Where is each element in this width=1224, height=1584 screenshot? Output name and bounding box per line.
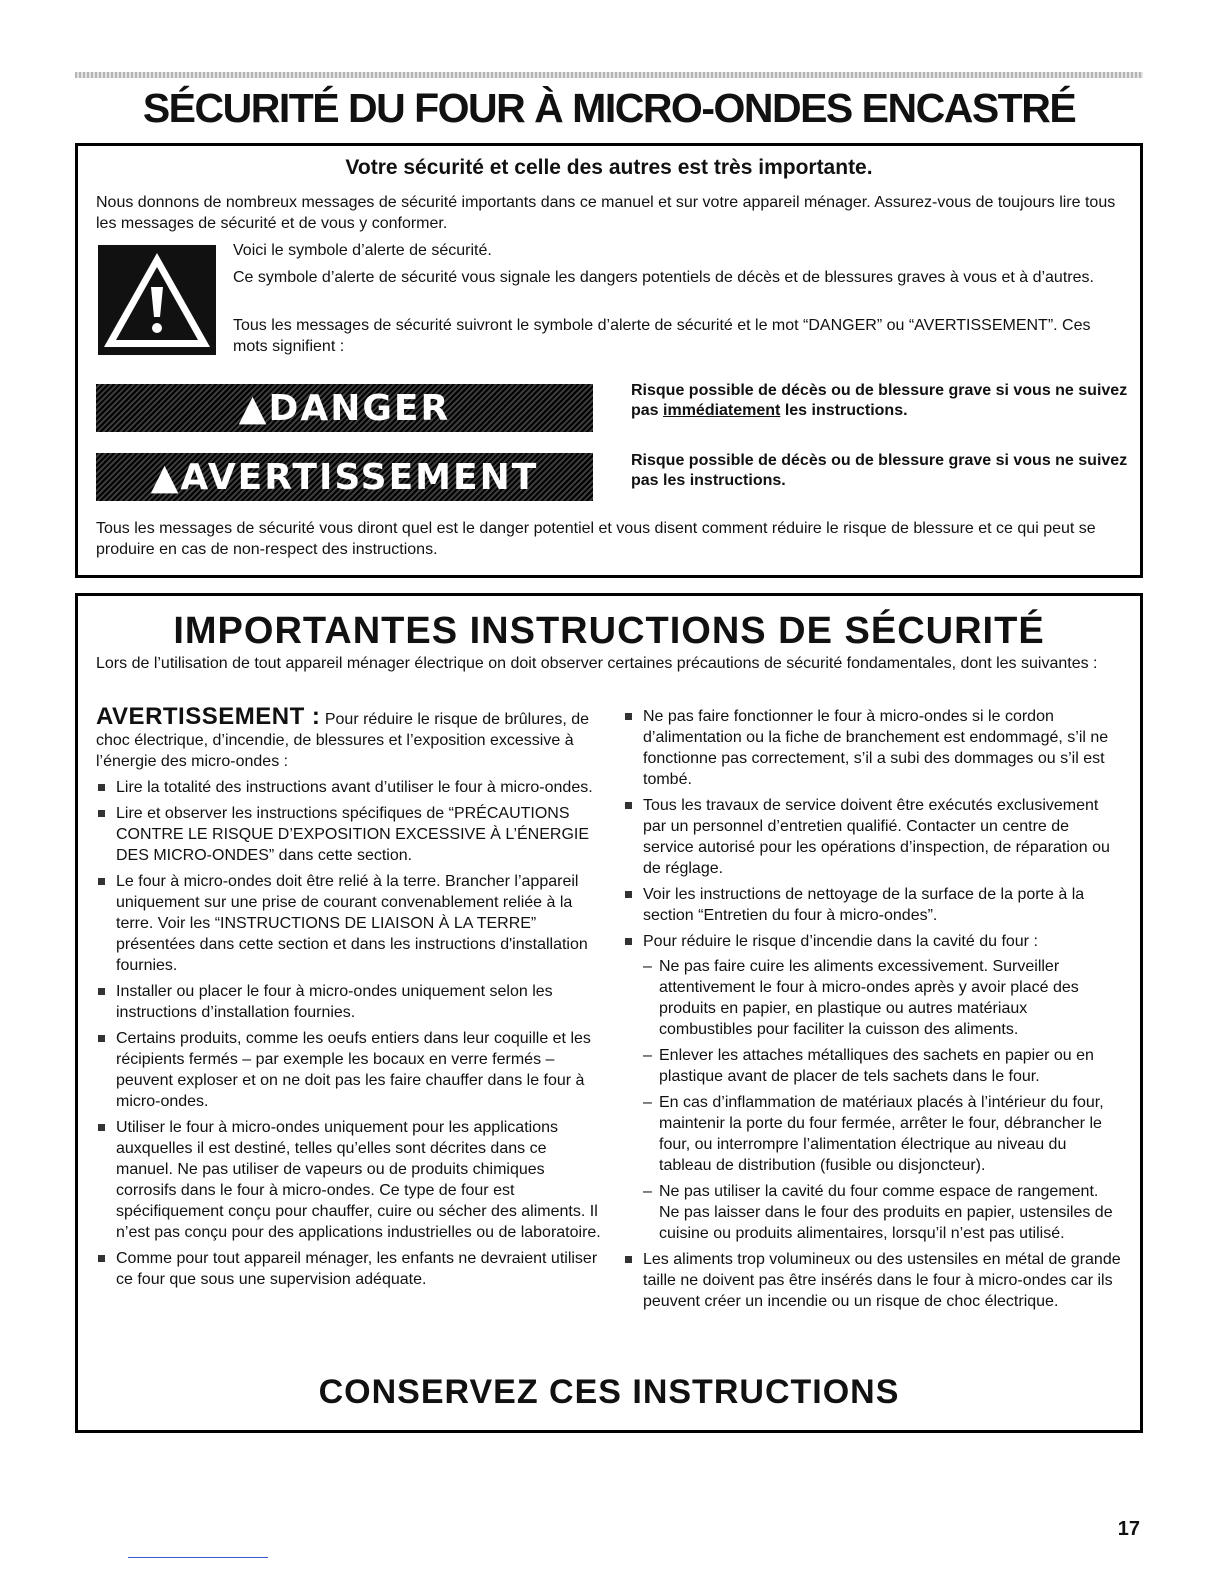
list-item: Tous les travaux de service doivent être exécutés exclusivement par un personnel d’entretien qualifié. Contacter un centre de service autorisé pour les opérations d’inspection, de réparation ou de réglage. [623,795,1123,879]
sub-list-item: – En cas d’inflammation de matériaux placés à l’intérieur du four, maintenir la porte du four fermée, arrêter le four, débrancher le four, ou interrompre l’alimentation électrique au niveau du tableau de distribution (fusible ou disjoncteur). [643,1092,1123,1176]
warning-triangle-icon: ▲ [150,456,181,498]
list-item: Lire et observer les instructions spécifiques de “PRÉCAUTIONS CONTRE LE RISQUE D’EXPOSITION EXCESSIVE À L’ÉNERGIE DES MICRO-ONDES” dans cette section. [96,803,601,866]
top-rule [75,72,1143,78]
list-item: Voir les instructions de nettoyage de la surface de la porte à la section “Entretien du four à micro-ondes”. [623,884,1123,926]
warning-label: AVERTISSEMENT [180,456,539,498]
list-item: Installer ou placer le four à micro-ondes uniquement selon les instructions d’installation fournies. [96,981,601,1023]
instructions-lead: Lors de l’utilisation de tout appareil ménager électrique on doit observer certaines précautions de sécurité fondamentales, dont les suivantes : [96,655,1098,672]
instructions-heading: IMPORTANTES INSTRUCTIONS DE SÉCURITÉ [173,610,1045,652]
safety-intro: Nous donnons de nombreux messages de sécurité importants dans ce manuel et sur votre appareil ménager. Assurez-vous de toujours lire tous les messages de sécurité et de vous y conformer. [96,194,1116,232]
danger-description: Risque possible de décès ou de blessure grave si vous ne suivez pas immédiatement les instructions. [631,382,1128,419]
list-item: Comme pour tout appareil ménager, les enfants ne devraient utiliser ce four que sous une supervision adéquate. [96,1248,601,1290]
right-column [623,706,1123,1317]
safety-heading: Votre sécurité et celle des autres est très importante. [345,156,873,179]
list-item: Le four à micro-ondes doit être relié à la terre. Brancher l’appareil uniquement sur une prise de courant convenablement reliée à la terre. Voir les “INSTRUCTIONS DE LIAISON À LA TERRE” présentées dans cette section et dans les instructions d'installation fournies. [96,871,601,976]
list-item: Ne pas faire fonctionner le four à micro-ondes si le cordon d’alimentation ou la fiche de branchement est endommagé, s’il ne fonctionne pas correctement, s’il a subi des dommages ou s’il est tombé. [623,706,1123,790]
instructions-box [75,593,1143,1433]
left-column [96,703,601,1295]
sub-list-item: – Ne pas faire cuire les aliments excessivement. Surveiller attentivement le four à micro-ondes après y avoir placé des produits en papier, en plastique ou autres matériaux combustibles pour faciliter la cuisson des aliments. [643,956,1123,1040]
safety-alert-icon [98,245,216,355]
safety-outro: Tous les messages de sécurité vous diront quel est le danger potentiel et vous disent comment réduire le risque de blessure et ce qui peut se produire en cas de non-respect des instructions. [96,520,1096,558]
list-item: Utiliser le four à micro-ondes uniquement pour les applications auxquelles il est destiné, telles qu’elles sont décrites dans ce manuel. Ne pas utiliser de vapeurs ou de produits chimiques corrosifs dans le four à micro-ondes. Ce type de four est spécifiquement conçu pour chauffer, cuire ou sécher des aliments. Il n’est pas conçu pour des applications industrielles ou de laboratoire. [96,1117,601,1243]
save-instructions-heading: CONSERVEZ CES INSTRUCTIONS [318,1373,900,1411]
safety-box [75,143,1143,578]
symbol-line-1: Voici le symbole d’alerte de sécurité. [233,242,492,259]
footer-line [128,1557,268,1558]
left-list [96,777,601,1290]
warning-statement: AVERTISSEMENT : Pour réduire le risque de brûlures, de choc électrique, d’incendie, de blessures et l’exposition excessive à l’énergie des micro-ondes : [96,703,589,770]
page-title: SÉCURITÉ DU FOUR À MICRO-ONDES ENCASTRÉ [142,85,1076,131]
danger-label: DANGER [268,387,451,429]
list-item: Lire la totalité des instructions avant d’utiliser le four à micro-ondes. [96,777,601,798]
list-item-fire: Pour réduire le risque d’incendie dans la cavité du four : – Ne pas faire cuire les aliments excessivement. Surveiller attentivement le four à micro-ondes après y avoir placé des produits en papier, en plastique ou autres matériaux combustibles pour faciliter la cuisson des aliments. – Enlever les attaches métalliques des sachets en papier ou en plastique avant de placer de tels sachets dans le four. – En cas d’inflammation de matériaux placés à l’intérieur du four, maintenir la porte du four fermée, arrêter le four, débrancher le four, ou interrompre l’alimentation électrique au niveau du tableau de distribution (fusible ou disjoncteur). – Ne pas utiliser la cavité du four comme espace de rangement. Ne pas laisser dans le four des produits en papier, ustensiles de cuisine ou produits alimentaires, lorsqu’il n’est pas utilisé. [623,931,1123,1244]
symbol-line-3: Tous les messages de sécurité suivront le symbole d’alerte de sécurité et le mot “DANGER” ou “AVERTISSEMENT”. Ces mots signifient : [233,317,1091,355]
warning-banner [96,453,593,501]
danger-banner [96,384,593,432]
warning-triangle-icon: ▲ [238,387,269,429]
sub-list-item: – Ne pas utiliser la cavité du four comme espace de rangement. Ne pas laisser dans le four des produits en papier, ustensiles de cuisine ou produits alimentaires, lorsqu’il n’est pas utilisé. [643,1181,1123,1244]
list-item: Certains produits, comme les oeufs entiers dans leur coquille et les récipients fermés – par exemple les bocaux en verre fermés – peuvent exploser et on ne doit pas les faire chauffer dans le four à micro-ondes. [96,1028,601,1112]
right-list [623,706,1123,1312]
symbol-line-2: Ce symbole d’alerte de sécurité vous signale les dangers potentiels de décès et de blessures graves à vous et à d’autres. [233,269,1094,286]
page-number: 17 [1117,1518,1140,1540]
warning-description: Risque possible de décès ou de blessure grave si vous ne suivez pas les instructions. [631,452,1128,489]
fire-sublist [643,956,1123,1244]
list-item: Les aliments trop volumineux ou des ustensiles en métal de grande taille ne doivent pas être insérés dans le four à micro-ondes car ils peuvent créer un incendie ou un risque de choc électrique. [623,1249,1123,1312]
sub-list-item: – Enlever les attaches métalliques des sachets en papier ou en plastique avant de placer de tels sachets dans le four. [643,1045,1123,1087]
